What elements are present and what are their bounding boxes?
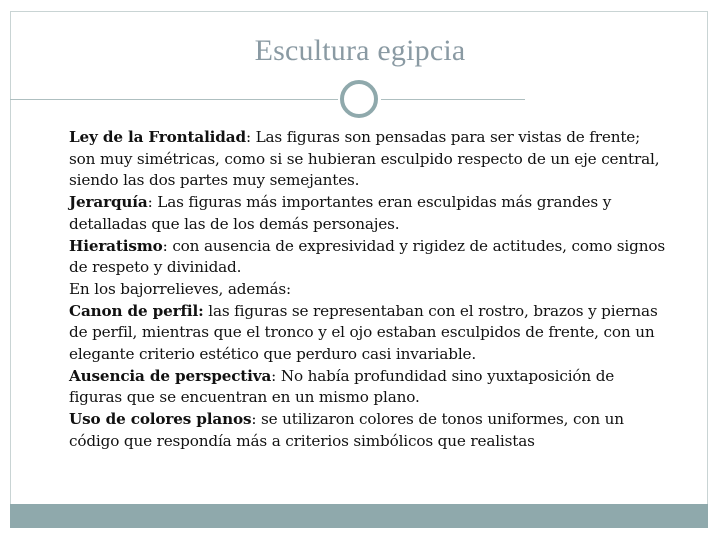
text-jerarquia: : Las figuras más importantes eran esculpidas más grandes y detalladas que las de los demás personajes. <box>69 193 612 233</box>
slide-body <box>69 127 669 453</box>
term-hieratismo: Hieratismo <box>69 236 163 255</box>
text-bajorrelieves: En los bajorrelieves, además: <box>69 279 291 298</box>
text-frontalidad: : Las figuras son pensadas para ser vistas de frente; son muy simétricas, como si se hubieran esculpido respecto de un eje central, siendo las dos partes muy semejantes. <box>69 128 660 190</box>
slide-title: Escultura egipcia <box>254 34 466 67</box>
term-canon-perfil: Canon de perfil: <box>69 301 204 320</box>
title-divider-left <box>10 99 338 100</box>
footer-bar <box>10 504 708 528</box>
paragraph-bajorrelieves <box>69 279 669 301</box>
title-divider-right <box>381 99 525 100</box>
text-hieratismo: : con ausencia de expresividad y rigidez de actitudes, como signos de respeto y divinidad. <box>69 236 665 277</box>
term-perspectiva: Ausencia de perspectiva <box>69 366 272 385</box>
text-perspectiva: : No había profundidad sino yuxtaposición de figuras que se encuentran en un mismo plano. <box>69 366 615 407</box>
term-colores: Uso de colores planos <box>69 410 252 429</box>
paragraph-hieratismo <box>69 236 669 279</box>
term-frontalidad: Ley de la Frontalidad <box>69 128 246 146</box>
circle-ornament-icon <box>340 80 378 118</box>
paragraph-perspectiva <box>69 366 669 409</box>
paragraph-colores <box>69 409 669 452</box>
text-colores: : se utilizaron colores de tonos uniformes, con un código que respondía más a criterios simbólicos que realistas <box>69 410 624 450</box>
paragraph-frontalidad <box>69 127 669 192</box>
text-canon-perfil: las figuras se representaban con el rostro, brazos y piernas de perfil, mientras que el tronco y el ojo estaban esculpidos de frente, con un elegante criterio estético que perduro casi invariable. <box>69 301 658 364</box>
term-jerarquia: Jerarquía <box>69 193 148 212</box>
paragraph-jerarquia <box>69 192 669 235</box>
paragraph-canon-perfil <box>69 301 669 366</box>
